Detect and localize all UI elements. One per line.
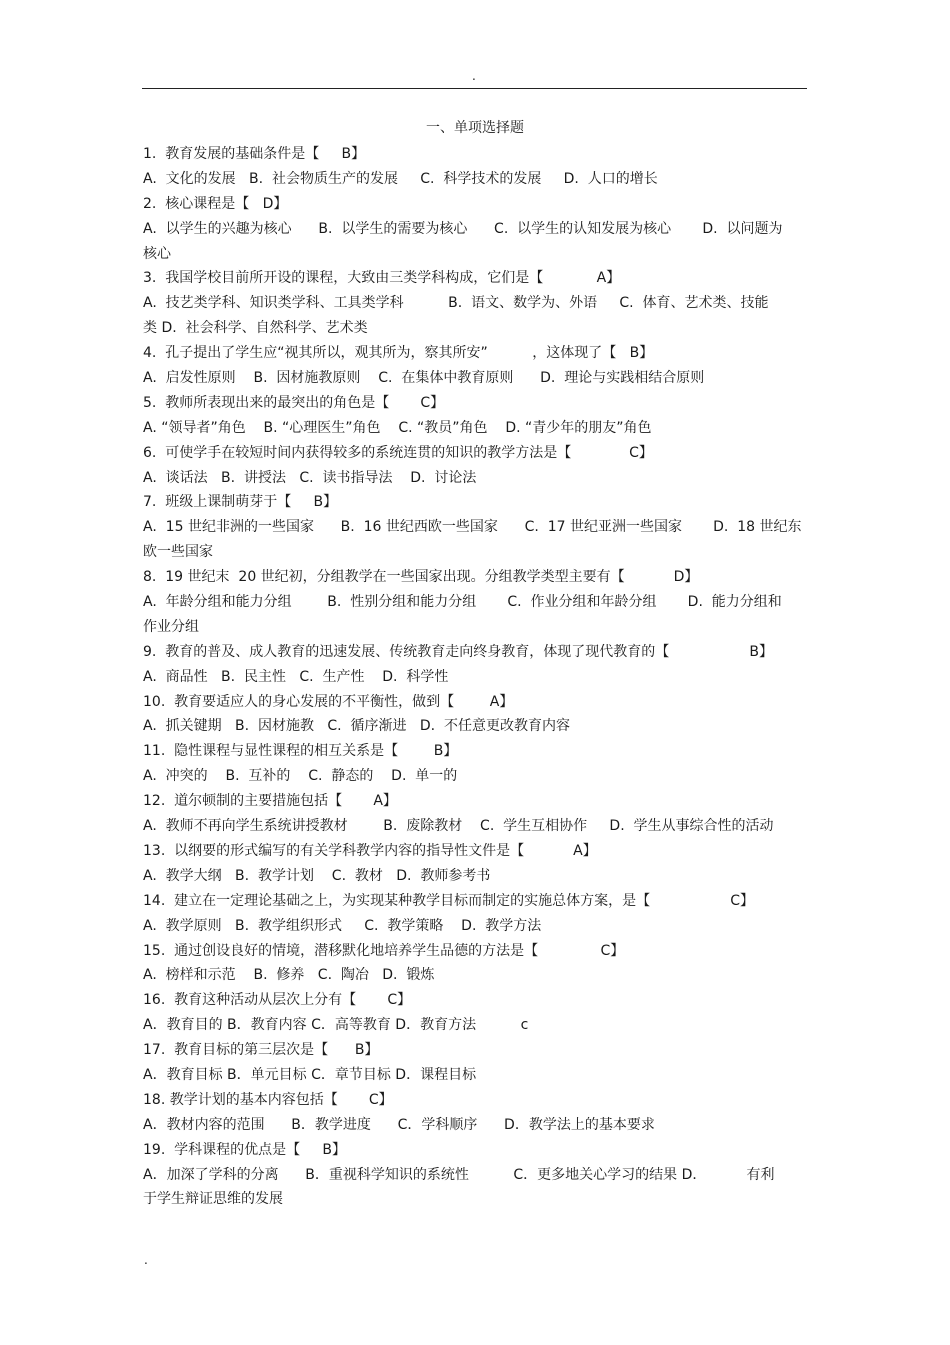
text-line: A. 15 世纪非洲的一些国家 B. 16 世纪西欧一些国家 C. 17 世纪亚洲一些国家 D. 18 世纪东 bbox=[143, 519, 802, 536]
question-list bbox=[143, 142, 805, 1212]
text-line: 2. 核心课程是【 D】 bbox=[143, 195, 288, 212]
text-line: 7. 班级上课制萌芽于【 B】 bbox=[143, 494, 338, 511]
text-line: A. 商品性 B. 民主性 C. 生产性 D. 科学性 bbox=[143, 668, 449, 685]
text-line: A. 教学大纲 B. 教学计划 C. 教材 D. 教师参考书 bbox=[143, 867, 491, 884]
text-line: A. “领导者”角色 B. “心理医生”角色 C. “教员”角色 D. “青少年的朋友”角色 bbox=[143, 419, 652, 436]
text-line: 13. 以纲要的形式编写的有关学科教学内容的指导性文件是【 A】 bbox=[143, 842, 597, 859]
text-line: 17. 教育目标的第三层次是【 B】 bbox=[143, 1042, 379, 1059]
text-line: A．教育目的 B．教育内容 C．高等教育 D．教育方法 c bbox=[143, 1017, 529, 1034]
text-line: 14. 建立在一定理论基础之上，为实现某种教学目标而制定的实施总体方案，是【 C】 bbox=[143, 892, 755, 909]
text-line: 18. 教学计划的基本内容包括【 C】 bbox=[143, 1091, 393, 1108]
text-line: A. 榜样和示范 B. 修养 C. 陶冶 D. 锻炼 bbox=[143, 967, 435, 984]
text-line: 作业分组 bbox=[143, 618, 199, 635]
text-line: 5. 教师所表现出来的最突出的角色是【 C】 bbox=[143, 394, 445, 411]
text-line: 15. 通过创设良好的情境，潜移默化地培养学生品德的方法是【 C】 bbox=[143, 942, 625, 959]
text-line: 于学生辩证思维的发展 bbox=[143, 1191, 283, 1208]
header-rule bbox=[142, 88, 807, 89]
footer-mark: . bbox=[144, 1253, 148, 1267]
text-line: A．教育目标 B．单元目标 C．章节目标 D．课程目标 bbox=[143, 1066, 477, 1083]
text-line: A. 启发性原则 B. 因材施教原则 C. 在集体中教育原则 D. 理论与实践相结合原则 bbox=[143, 370, 705, 387]
section-title: 一、单项选择题 bbox=[426, 120, 524, 136]
text-line: 10. 教育要适应人的身心发展的不平衡性，做到【 A】 bbox=[143, 693, 514, 710]
text-line: 16. 教育这种活动从层次上分有【 C】 bbox=[143, 992, 412, 1009]
text-line: A. 谈话法 B. 讲授法 C. 读书指导法 D. 讨论法 bbox=[143, 469, 477, 486]
text-line: 核心 bbox=[143, 245, 171, 262]
text-line: A. 年龄分组和能力分组 B. 性别分组和能力分组 C. 作业分组和年龄分组 D. 能力分组和 bbox=[143, 594, 782, 611]
text-line: 类 D. 社会科学、自然科学、艺术类 bbox=[143, 320, 368, 337]
text-line: A. 教学原则 B. 教学组织形式 C. 教学策略 D. 教学方法 bbox=[143, 917, 542, 934]
text-line: A. 教师不再向学生系统讲授教材 B. 废除教材 C. 学生互相协作 D. 学生从事综合性的活动 bbox=[143, 818, 774, 835]
text-line: 11. 隐性课程与显性课程的相互关系是【 B】 bbox=[143, 743, 458, 760]
text-line: 4. 孔子提出了学生应“视其所以，观其所为，察其所安” ，这体现了【 B】 bbox=[143, 345, 654, 362]
text-line: A．加深了学科的分离 B．重视科学知识的系统性 C．更多地关心学习的结果 D． 有利 bbox=[143, 1166, 775, 1183]
text-line: A. 技艺类学科、知识类学科、工具类学科 B. 语文、数学为、外语 C. 体育、艺术类、技能 bbox=[143, 295, 769, 312]
text-line: A. 冲突的 B. 互补的 C. 静态的 D. 单一的 bbox=[143, 768, 458, 785]
text-line: 12. 道尔顿制的主要措施包括【 A】 bbox=[143, 793, 397, 810]
text-line: 1. 教育发展的基础条件是【 B】 bbox=[143, 146, 366, 162]
text-line: 9. 教育的普及、成人教育的迅速发展、传统教育走向终身教育，体现了现代教育的【 B】 bbox=[143, 643, 773, 660]
text-line: 19. 学科课程的优点是【 B】 bbox=[143, 1141, 347, 1158]
text-line: 8. 19 世纪末 20 世纪初，分组教学在一些国家出现。分组教学类型主要有【 D】 bbox=[143, 569, 699, 586]
text-line: A. 以学生的兴趣为核心 B. 以学生的需要为核心 C. 以学生的认知发展为核心 D. 以问题为 bbox=[143, 220, 783, 237]
text-line: A. 抓关键期 B. 因材施教 C. 循序渐进 D. 不任意更改教育内容 bbox=[143, 718, 570, 735]
text-line: 6. 可使学手在较短时间内获得较多的系统连贯的知识的教学方法是【 C】 bbox=[143, 444, 653, 461]
text-line: A. 文化的发展 B. 社会物质生产的发展 C. 科学技术的发展 D. 人口的增长 bbox=[143, 170, 658, 187]
text-line: 欧一些国家 bbox=[143, 544, 213, 561]
header-mark: . bbox=[472, 69, 476, 83]
text-line: 3. 我国学校目前所开设的课程，大致由三类学科构成，它们是【 A】 bbox=[143, 270, 621, 287]
text-line: A．教材内容的范围 B．教学进度 C．学科顺序 D．教学法上的基本要求 bbox=[143, 1116, 655, 1133]
